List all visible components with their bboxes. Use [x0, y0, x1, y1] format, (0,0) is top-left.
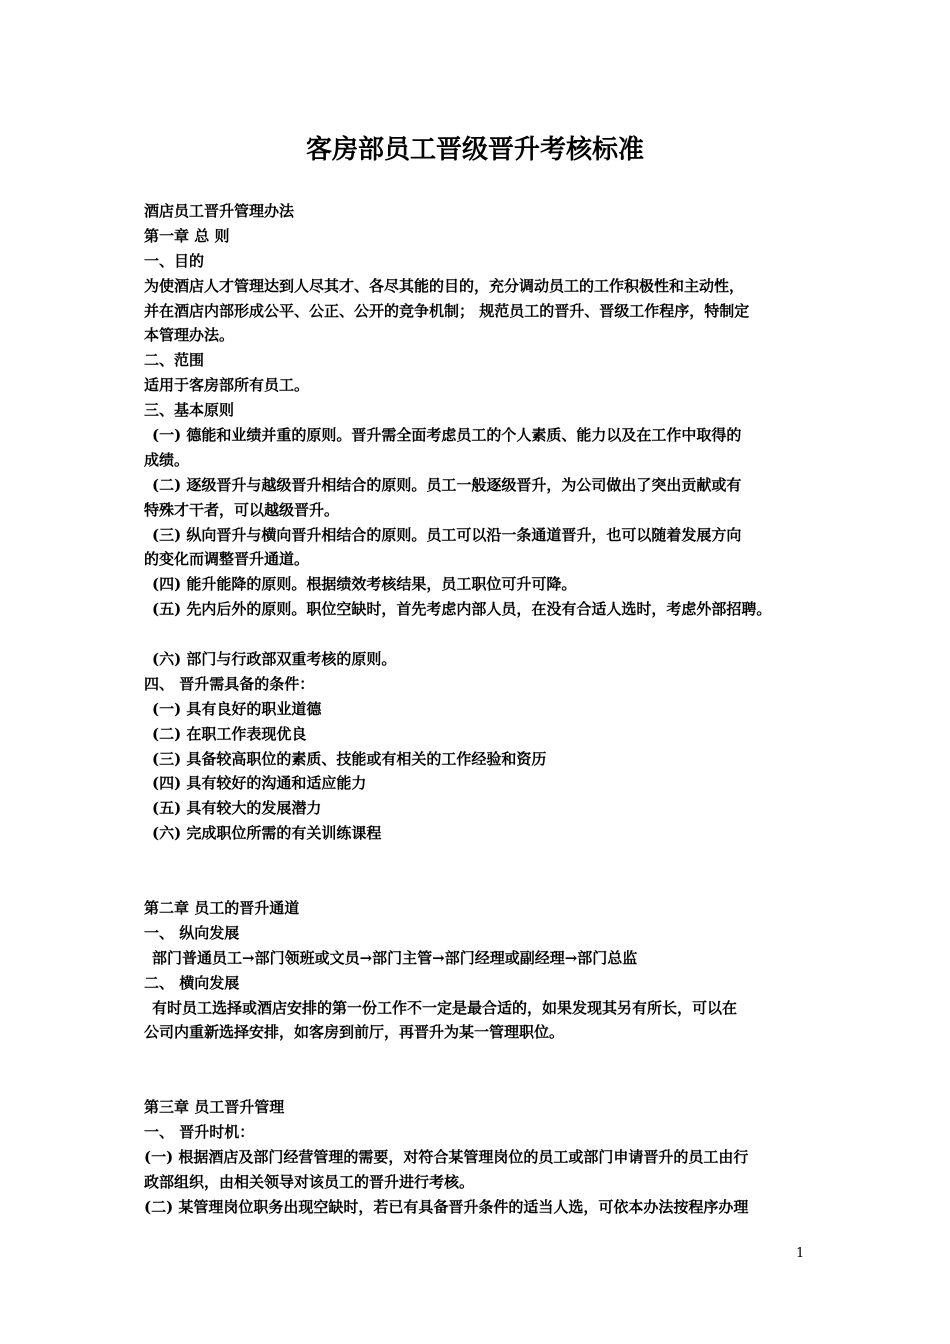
blank-line	[144, 1070, 834, 1095]
document-body	[144, 199, 834, 1220]
list-item: (二) 某管理岗位职务出现空缺时，若已有具备晋升条件的适当人选，可依本办法按程序办理	[144, 1197, 749, 1216]
chapter-heading: 第二章 员工的晋升通道	[144, 898, 300, 917]
text-line: 适用于客房部所有员工。	[144, 376, 310, 395]
list-item: (一) 根据酒店及部门经营管理的需要，对符合某管理岗位的员工或部门申请晋升的员工由行	[144, 1147, 749, 1166]
list-item: (六) 部门与行政部双重考核的原则。	[152, 650, 397, 669]
section-heading: 三、基本原则	[144, 401, 235, 420]
blank-line	[144, 871, 834, 896]
list-item: (五) 先内后外的原则。职位空缺时，首先考虑内部人员，在没有合适人选时，考虑外部招聘。	[152, 600, 772, 619]
section-heading: 一、 纵向发展	[144, 923, 240, 942]
text-line: 的变化而调整晋升通道。	[144, 550, 310, 569]
list-item: (一) 德能和业绩并重的原则。晋升需全面考虑员工的个人素质、能力以及在工作中取得的	[152, 426, 742, 445]
page-number: 1	[796, 1246, 805, 1261]
text-line: 有时员工选择或酒店安排的第一份工作不一定是最合适的，如果发现其另有所长，可以在	[152, 998, 738, 1017]
section-heading: 二、范围	[144, 351, 205, 370]
list-item: (六) 完成职位所需的有关训练课程	[152, 824, 382, 843]
career-path-line: 部门普通员工→部门领班或文员→部门主管→部门经理或副经理→部门总监	[152, 948, 638, 967]
blank-line	[144, 622, 834, 647]
chapter-heading: 第一章 总 则	[144, 226, 230, 245]
blank-line	[144, 1045, 834, 1070]
section-heading: 一、 晋升时机：	[144, 1122, 255, 1141]
text-line: 为使酒店人才管理达到人尽其才、各尽其能的目的，充分调动员工的工作积极性和主动性，	[144, 276, 745, 295]
list-item: (一) 具有良好的职业道德	[152, 699, 322, 718]
text-line: 酒店员工晋升管理办法	[144, 202, 295, 220]
list-item: (五) 具有较大的发展潜力	[152, 799, 322, 818]
list-item: (三) 纵向晋升与横向晋升相结合的原则。员工可以沿一条通道晋升，也可以随着发展方向	[152, 525, 742, 544]
text-line: 公司内重新选择安排，如客房到前厅，再晋升为某一管理职位。	[144, 1023, 565, 1042]
section-heading: 四、 晋升需具备的条件：	[144, 674, 315, 693]
text-line: 特殊才干者，可以越级晋升。	[144, 500, 340, 519]
list-item: (三) 具备较高职位的素质、技能或有相关的工作经验和资历	[152, 749, 547, 768]
text-line: 成绩。	[144, 450, 190, 469]
list-item: (二) 逐级晋升与越级晋升相结合的原则。员工一般逐级晋升，为公司做出了突出贡献或有	[152, 475, 742, 494]
section-heading: 一、目的	[144, 251, 205, 270]
text-line: 并在酒店内部形成公平、公正、公开的竞争机制； 规范员工的晋升、晋级工作程序，特制定	[144, 301, 750, 320]
list-item: (四) 具有较好的沟通和适应能力	[152, 774, 367, 793]
list-item: (二) 在职工作表现优良	[152, 724, 307, 743]
section-heading: 二、 横向发展	[144, 973, 240, 992]
chapter-heading: 第三章 员工晋升管理	[144, 1098, 285, 1117]
list-item: (四) 能升能降的原则。根据绩效考核结果，员工职位可升可降。	[152, 575, 577, 594]
text-line: 政部组织，由相关领导对该员工的晋升进行考核。	[144, 1172, 475, 1191]
blank-line	[144, 846, 834, 871]
document-title: 客房部员工晋级晋升考核标准	[305, 135, 644, 165]
text-line: 本管理办法。	[144, 326, 235, 345]
